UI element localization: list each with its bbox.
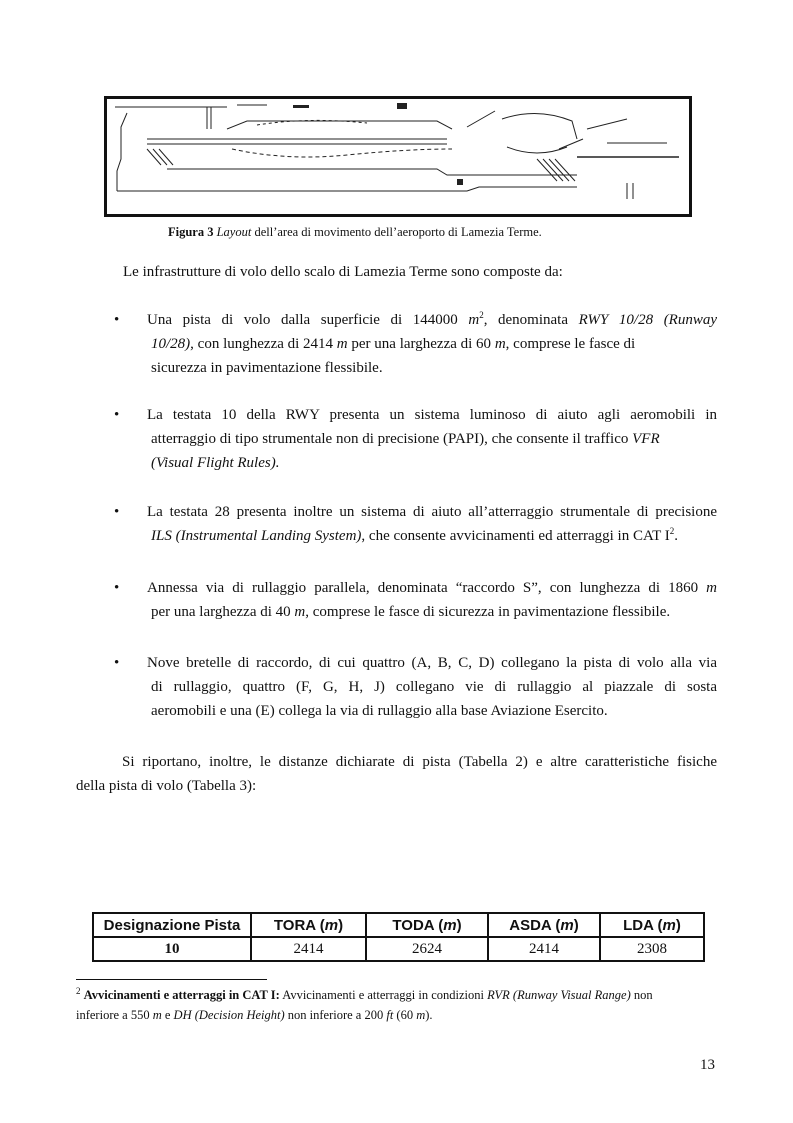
text: m <box>560 916 574 934</box>
text: ILS (Instrumental Landing System) <box>151 528 362 544</box>
bullet-item-4 <box>147 576 717 624</box>
text: ft <box>386 1008 394 1022</box>
text: Si riportano, inoltre, le distanze dichiarate di pista (Tabella 2) e altre caratteristiche fisiche <box>122 754 717 770</box>
text: inferiore a 550 <box>76 1008 153 1022</box>
text: , comprese le fasce di <box>505 336 636 352</box>
text: non inferiore a 200 <box>284 1008 387 1022</box>
bullet-marker: • <box>114 504 120 520</box>
text: m <box>662 916 676 934</box>
text: ) <box>573 916 579 934</box>
bullet-item-3 <box>147 500 717 548</box>
text: m <box>706 580 717 596</box>
text: m <box>468 312 480 328</box>
text: VFR <box>632 431 660 447</box>
table-cell: 2414 <box>488 937 600 961</box>
bullet-marker: • <box>114 312 120 328</box>
footnote <box>76 985 718 1025</box>
text: Avvicinamenti e atterraggi in condizioni <box>279 988 488 1002</box>
text: (Visual Flight Rules). <box>151 455 280 471</box>
bullet-marker: • <box>114 580 120 596</box>
text: per una larghezza di 60 <box>347 336 495 352</box>
footnote-divider <box>76 979 267 980</box>
table-cell: 10 <box>93 937 251 961</box>
table-row <box>93 937 704 961</box>
caption-text: dell’area di movimento dell’aeroporto di Lamezia Terme. <box>251 225 542 239</box>
table-header-row <box>93 913 704 937</box>
text: TODA ( <box>392 916 444 934</box>
table-cell: 2624 <box>366 937 488 961</box>
bullet-marker: • <box>114 407 120 423</box>
text: ASDA ( <box>509 916 561 934</box>
text: m <box>152 1008 162 1022</box>
text: per una larghezza di 40 <box>151 604 295 620</box>
text: , denominata <box>483 312 579 328</box>
airport-layout-drawing <box>107 99 689 214</box>
text: 10/28) <box>151 336 191 352</box>
text: , comprese le fasce di sicurezza in pavimentazione flessibile. <box>305 604 671 620</box>
figure-caption <box>168 225 542 240</box>
text: , che consente avvicinamenti ed atterraggi in CAT I <box>361 528 670 544</box>
superscript: 2 <box>669 526 675 536</box>
table-header: Designazione Pista <box>93 913 251 937</box>
text: DH (Decision Height) <box>173 1008 285 1022</box>
bullet-item-1 <box>147 308 717 380</box>
text: ) <box>338 916 344 934</box>
text: Annessa via di rullaggio parallela, denominata “raccordo S”, con lunghezza di 1860 <box>147 580 707 596</box>
text: ). <box>425 1008 433 1022</box>
text: Nove bretelle di raccordo, di cui quattro (A, B, C, D) collegano la pista di volo alla via <box>147 655 717 671</box>
text: ) <box>456 916 462 934</box>
table-header <box>600 913 704 937</box>
text: non <box>630 988 653 1002</box>
text: di rullaggio, quattro (F, G, H, J) collegano vie di rullaggio al piazzale di sosta <box>151 679 717 695</box>
text: della pista di volo (Tabella 3): <box>76 778 257 794</box>
text: (60 <box>393 1008 417 1022</box>
text: ) <box>675 916 681 934</box>
text: . <box>674 528 679 544</box>
table-header <box>366 913 488 937</box>
bullet-marker: • <box>114 655 120 671</box>
text: aeromobili e una (E) collega la via di rullaggio alla base Aviazione Esercito. <box>151 703 608 719</box>
text: Una pista di volo dalla superficie di 144000 <box>147 312 469 328</box>
superscript: 2 <box>479 310 484 320</box>
text: La testata 28 presenta inoltre un sistema di aiuto all’atterraggio strumentale di precisione <box>147 504 717 520</box>
text: m <box>494 336 506 352</box>
text: Avvicinamenti e atterraggi in CAT I: <box>83 988 280 1002</box>
text: RWY 10/28 (Runway <box>578 312 718 328</box>
text: LDA ( <box>623 916 663 934</box>
caption-label: Figura 3 <box>168 225 214 239</box>
text: m <box>324 916 339 934</box>
bullet-item-5 <box>147 651 717 723</box>
text: m <box>443 916 457 934</box>
table-cell: 2414 <box>251 937 366 961</box>
text: sicurezza in pavimentazione flessibile. <box>151 360 383 376</box>
text: m <box>336 336 348 352</box>
text: m <box>416 1008 426 1022</box>
table-header <box>488 913 600 937</box>
text: TORA ( <box>273 916 325 934</box>
text: e <box>161 1008 174 1022</box>
table-header <box>251 913 366 937</box>
intro-paragraph: Le infrastrutture di volo dello scalo di Lamezia Terme sono composte da: <box>123 264 563 280</box>
footnote-number: 2 <box>76 985 81 996</box>
text: m <box>294 604 306 620</box>
caption-italic: Layout <box>216 225 252 239</box>
closing-paragraph <box>76 750 717 798</box>
airport-layout-figure <box>104 96 692 217</box>
text: atterraggio di tipo strumentale non di precisione (PAPI), che consente il traffico <box>151 431 633 447</box>
text: RVR (Runway Visual Range) <box>487 988 631 1002</box>
text: La testata 10 della RWY presenta un sistema luminoso di aiuto agli aeromobili in <box>147 407 717 423</box>
bullet-item-2 <box>147 403 717 475</box>
table-cell: 2308 <box>600 937 704 961</box>
page-number: 13 <box>700 1057 715 1073</box>
text: , con lunghezza di 2414 <box>190 336 337 352</box>
runway-distances-table <box>92 912 705 962</box>
